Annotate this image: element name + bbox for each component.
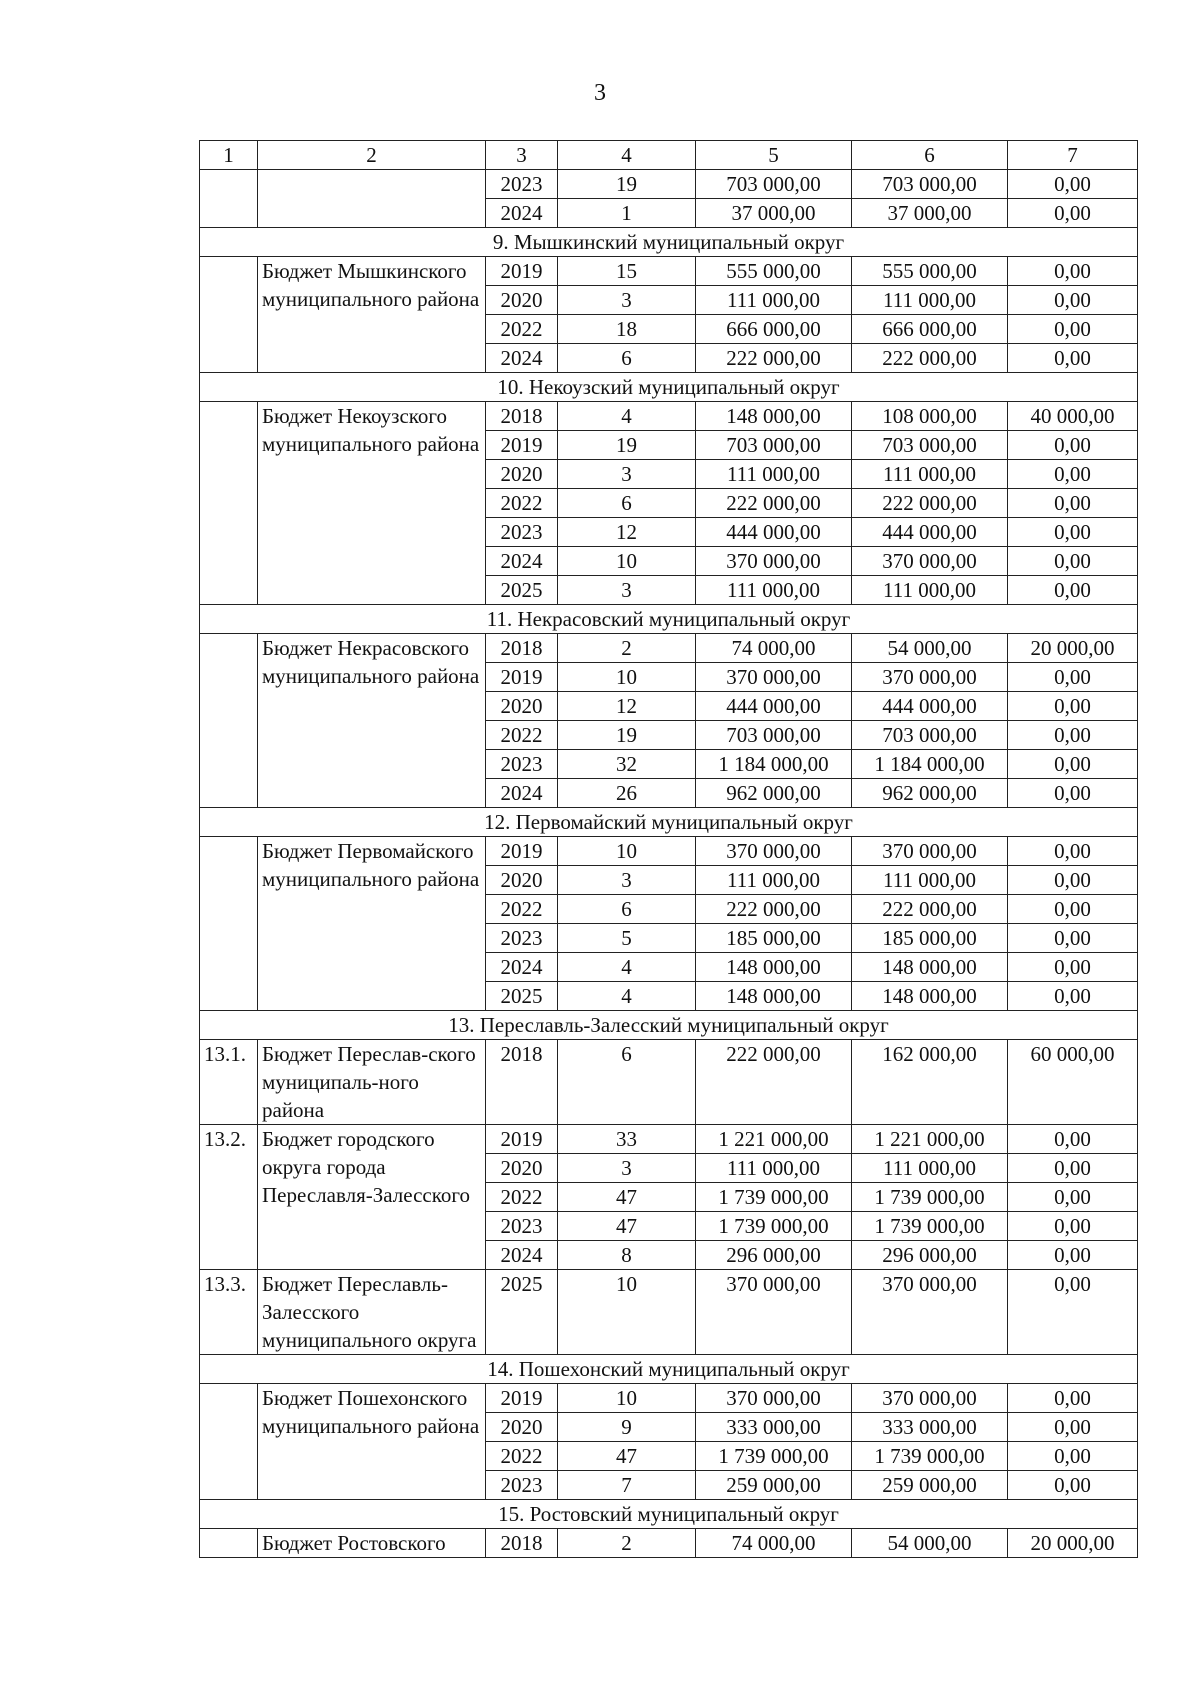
- local-amount-cell: 0,00: [1008, 924, 1138, 953]
- row-index: 13.2.: [200, 1125, 258, 1270]
- total-amount-cell: 111 000,00: [696, 1154, 852, 1183]
- regional-amount-cell: 111 000,00: [852, 460, 1008, 489]
- row-index: [200, 837, 258, 1011]
- local-amount-cell: 0,00: [1008, 431, 1138, 460]
- year-cell: 2024: [486, 779, 558, 808]
- regional-amount-cell: 162 000,00: [852, 1040, 1008, 1125]
- budget-name: Бюджет Мышкинского муниципального района: [258, 257, 486, 373]
- year-cell: 2024: [486, 344, 558, 373]
- local-amount-cell: 0,00: [1008, 1413, 1138, 1442]
- count-cell: 47: [558, 1442, 696, 1471]
- regional-amount-cell: 1 739 000,00: [852, 1183, 1008, 1212]
- count-cell: 12: [558, 692, 696, 721]
- count-cell: 6: [558, 489, 696, 518]
- total-amount-cell: 370 000,00: [696, 1384, 852, 1413]
- local-amount-cell: 0,00: [1008, 750, 1138, 779]
- year-cell: 2023: [486, 1471, 558, 1500]
- table-row: [200, 837, 1138, 866]
- table-row: [200, 1125, 1138, 1154]
- section-title: 9. Мышкинский муниципальный округ: [200, 228, 1138, 257]
- total-amount-cell: 703 000,00: [696, 721, 852, 750]
- total-amount-cell: 74 000,00: [696, 1529, 852, 1558]
- year-cell: 2024: [486, 547, 558, 576]
- budget-name: Бюджет Переславль-Залесского муниципального округа: [258, 1270, 486, 1355]
- local-amount-cell: 20 000,00: [1008, 1529, 1138, 1558]
- local-amount-cell: 0,00: [1008, 489, 1138, 518]
- regional-amount-cell: 54 000,00: [852, 1529, 1008, 1558]
- local-amount-cell: 0,00: [1008, 170, 1138, 199]
- total-amount-cell: 259 000,00: [696, 1471, 852, 1500]
- local-amount-cell: 0,00: [1008, 779, 1138, 808]
- total-amount-cell: 111 000,00: [696, 286, 852, 315]
- header-cell: 3: [486, 141, 558, 170]
- section-row: [200, 373, 1138, 402]
- table-row: [200, 1270, 1138, 1355]
- regional-amount-cell: 703 000,00: [852, 721, 1008, 750]
- regional-amount-cell: 1 739 000,00: [852, 1442, 1008, 1471]
- row-index: [200, 170, 258, 228]
- count-cell: 12: [558, 518, 696, 547]
- local-amount-cell: 0,00: [1008, 1241, 1138, 1270]
- year-cell: 2023: [486, 924, 558, 953]
- section-row: [200, 228, 1138, 257]
- local-amount-cell: 0,00: [1008, 982, 1138, 1011]
- regional-amount-cell: 148 000,00: [852, 982, 1008, 1011]
- table-row: [200, 1529, 1138, 1558]
- total-amount-cell: 148 000,00: [696, 953, 852, 982]
- regional-amount-cell: 370 000,00: [852, 837, 1008, 866]
- total-amount-cell: 370 000,00: [696, 837, 852, 866]
- regional-amount-cell: 111 000,00: [852, 866, 1008, 895]
- regional-amount-cell: 111 000,00: [852, 576, 1008, 605]
- year-cell: 2025: [486, 1270, 558, 1355]
- header-row: [200, 141, 1138, 170]
- year-cell: 2024: [486, 953, 558, 982]
- row-index: [200, 402, 258, 605]
- table-row: [200, 170, 1138, 199]
- total-amount-cell: 1 739 000,00: [696, 1442, 852, 1471]
- total-amount-cell: 370 000,00: [696, 663, 852, 692]
- count-cell: 15: [558, 257, 696, 286]
- row-index: [200, 634, 258, 808]
- total-amount-cell: 148 000,00: [696, 402, 852, 431]
- year-cell: 2023: [486, 518, 558, 547]
- local-amount-cell: 0,00: [1008, 547, 1138, 576]
- section-title: 14. Пошехонский муниципальный округ: [200, 1355, 1138, 1384]
- count-cell: 5: [558, 924, 696, 953]
- budget-name: [258, 170, 486, 228]
- regional-amount-cell: 222 000,00: [852, 344, 1008, 373]
- regional-amount-cell: 185 000,00: [852, 924, 1008, 953]
- local-amount-cell: 60 000,00: [1008, 1040, 1138, 1125]
- count-cell: 10: [558, 1384, 696, 1413]
- count-cell: 6: [558, 895, 696, 924]
- header-cell: 4: [558, 141, 696, 170]
- regional-amount-cell: 333 000,00: [852, 1413, 1008, 1442]
- total-amount-cell: 666 000,00: [696, 315, 852, 344]
- year-cell: 2024: [486, 199, 558, 228]
- total-amount-cell: 370 000,00: [696, 1270, 852, 1355]
- table-row: [200, 402, 1138, 431]
- count-cell: 10: [558, 837, 696, 866]
- total-amount-cell: 111 000,00: [696, 866, 852, 895]
- total-amount-cell: 703 000,00: [696, 170, 852, 199]
- local-amount-cell: 0,00: [1008, 1125, 1138, 1154]
- total-amount-cell: 1 739 000,00: [696, 1212, 852, 1241]
- year-cell: 2020: [486, 692, 558, 721]
- count-cell: 2: [558, 1529, 696, 1558]
- section-row: [200, 1355, 1138, 1384]
- regional-amount-cell: 222 000,00: [852, 489, 1008, 518]
- total-amount-cell: 555 000,00: [696, 257, 852, 286]
- year-cell: 2023: [486, 170, 558, 199]
- count-cell: 18: [558, 315, 696, 344]
- regional-amount-cell: 1 739 000,00: [852, 1212, 1008, 1241]
- section-row: [200, 1500, 1138, 1529]
- budget-name: Бюджет Пошехонского муниципального района: [258, 1384, 486, 1500]
- regional-amount-cell: 703 000,00: [852, 431, 1008, 460]
- year-cell: 2022: [486, 315, 558, 344]
- row-index: [200, 1529, 258, 1558]
- regional-amount-cell: 703 000,00: [852, 170, 1008, 199]
- count-cell: 3: [558, 576, 696, 605]
- total-amount-cell: 222 000,00: [696, 1040, 852, 1125]
- header-cell: 7: [1008, 141, 1138, 170]
- year-cell: 2022: [486, 489, 558, 518]
- budget-name: Бюджет Некрасовского муниципального района: [258, 634, 486, 808]
- header-cell: 5: [696, 141, 852, 170]
- count-cell: 1: [558, 199, 696, 228]
- count-cell: 19: [558, 721, 696, 750]
- count-cell: 10: [558, 547, 696, 576]
- row-index: 13.3.: [200, 1270, 258, 1355]
- header-cell: 6: [852, 141, 1008, 170]
- year-cell: 2022: [486, 1183, 558, 1212]
- year-cell: 2019: [486, 1384, 558, 1413]
- total-amount-cell: 370 000,00: [696, 547, 852, 576]
- total-amount-cell: 444 000,00: [696, 518, 852, 547]
- local-amount-cell: 0,00: [1008, 663, 1138, 692]
- regional-amount-cell: 222 000,00: [852, 895, 1008, 924]
- local-amount-cell: 40 000,00: [1008, 402, 1138, 431]
- header-cell: 2: [258, 141, 486, 170]
- year-cell: 2020: [486, 1413, 558, 1442]
- local-amount-cell: 0,00: [1008, 576, 1138, 605]
- total-amount-cell: 703 000,00: [696, 431, 852, 460]
- local-amount-cell: 0,00: [1008, 344, 1138, 373]
- local-amount-cell: 0,00: [1008, 257, 1138, 286]
- regional-amount-cell: 555 000,00: [852, 257, 1008, 286]
- local-amount-cell: 0,00: [1008, 953, 1138, 982]
- section-title: 11. Некрасовский муниципальный округ: [200, 605, 1138, 634]
- regional-amount-cell: 1 184 000,00: [852, 750, 1008, 779]
- count-cell: 9: [558, 1413, 696, 1442]
- total-amount-cell: 148 000,00: [696, 982, 852, 1011]
- year-cell: 2019: [486, 663, 558, 692]
- table-row: [200, 1384, 1138, 1413]
- year-cell: 2020: [486, 460, 558, 489]
- year-cell: 2019: [486, 837, 558, 866]
- count-cell: 7: [558, 1471, 696, 1500]
- local-amount-cell: 0,00: [1008, 460, 1138, 489]
- count-cell: 2: [558, 634, 696, 663]
- regional-amount-cell: 259 000,00: [852, 1471, 1008, 1500]
- regional-amount-cell: 37 000,00: [852, 199, 1008, 228]
- count-cell: 19: [558, 170, 696, 199]
- row-index: 13.1.: [200, 1040, 258, 1125]
- year-cell: 2019: [486, 1125, 558, 1154]
- row-index: [200, 1384, 258, 1500]
- table-row: [200, 257, 1138, 286]
- local-amount-cell: 0,00: [1008, 1270, 1138, 1355]
- count-cell: 19: [558, 431, 696, 460]
- total-amount-cell: 37 000,00: [696, 199, 852, 228]
- regional-amount-cell: 370 000,00: [852, 1270, 1008, 1355]
- year-cell: 2022: [486, 721, 558, 750]
- year-cell: 2018: [486, 402, 558, 431]
- regional-amount-cell: 666 000,00: [852, 315, 1008, 344]
- total-amount-cell: 222 000,00: [696, 344, 852, 373]
- local-amount-cell: 0,00: [1008, 721, 1138, 750]
- regional-amount-cell: 370 000,00: [852, 663, 1008, 692]
- year-cell: 2020: [486, 1154, 558, 1183]
- total-amount-cell: 185 000,00: [696, 924, 852, 953]
- total-amount-cell: 222 000,00: [696, 895, 852, 924]
- section-row: [200, 605, 1138, 634]
- local-amount-cell: 0,00: [1008, 518, 1138, 547]
- year-cell: 2023: [486, 1212, 558, 1241]
- count-cell: 3: [558, 460, 696, 489]
- local-amount-cell: 0,00: [1008, 286, 1138, 315]
- total-amount-cell: 1 739 000,00: [696, 1183, 852, 1212]
- local-amount-cell: 0,00: [1008, 837, 1138, 866]
- regional-amount-cell: 370 000,00: [852, 547, 1008, 576]
- count-cell: 3: [558, 1154, 696, 1183]
- regional-amount-cell: 111 000,00: [852, 1154, 1008, 1183]
- page-number: 3: [594, 80, 606, 106]
- count-cell: 8: [558, 1241, 696, 1270]
- count-cell: 3: [558, 866, 696, 895]
- total-amount-cell: 333 000,00: [696, 1413, 852, 1442]
- budget-name: Бюджет Некоузского муниципального района: [258, 402, 486, 605]
- total-amount-cell: 1 221 000,00: [696, 1125, 852, 1154]
- count-cell: 10: [558, 1270, 696, 1355]
- regional-amount-cell: 111 000,00: [852, 286, 1008, 315]
- regional-amount-cell: 370 000,00: [852, 1384, 1008, 1413]
- total-amount-cell: 111 000,00: [696, 576, 852, 605]
- local-amount-cell: 0,00: [1008, 1212, 1138, 1241]
- regional-amount-cell: 444 000,00: [852, 518, 1008, 547]
- row-index: [200, 257, 258, 373]
- total-amount-cell: 222 000,00: [696, 489, 852, 518]
- total-amount-cell: 962 000,00: [696, 779, 852, 808]
- local-amount-cell: 0,00: [1008, 1183, 1138, 1212]
- budget-name: Бюджет Переслав-ского муниципаль-ного района: [258, 1040, 486, 1125]
- count-cell: 47: [558, 1212, 696, 1241]
- year-cell: 2018: [486, 634, 558, 663]
- regional-amount-cell: 54 000,00: [852, 634, 1008, 663]
- budget-table: [199, 140, 1138, 1558]
- count-cell: 47: [558, 1183, 696, 1212]
- total-amount-cell: 74 000,00: [696, 634, 852, 663]
- year-cell: 2022: [486, 1442, 558, 1471]
- regional-amount-cell: 444 000,00: [852, 692, 1008, 721]
- count-cell: 3: [558, 286, 696, 315]
- year-cell: 2018: [486, 1040, 558, 1125]
- local-amount-cell: 0,00: [1008, 1471, 1138, 1500]
- year-cell: 2018: [486, 1529, 558, 1558]
- section-title: 15. Ростовский муниципальный округ: [200, 1500, 1138, 1529]
- section-title: 12. Первомайский муниципальный округ: [200, 808, 1138, 837]
- regional-amount-cell: 1 221 000,00: [852, 1125, 1008, 1154]
- local-amount-cell: 0,00: [1008, 199, 1138, 228]
- header-cell: 1: [200, 141, 258, 170]
- budget-name: Бюджет городского округа города Переславля-Залесского: [258, 1125, 486, 1270]
- count-cell: 4: [558, 402, 696, 431]
- count-cell: 4: [558, 982, 696, 1011]
- section-title: 10. Некоузский муниципальный округ: [200, 373, 1138, 402]
- year-cell: 2019: [486, 257, 558, 286]
- local-amount-cell: 0,00: [1008, 692, 1138, 721]
- regional-amount-cell: 108 000,00: [852, 402, 1008, 431]
- section-row: [200, 1011, 1138, 1040]
- local-amount-cell: 20 000,00: [1008, 634, 1138, 663]
- count-cell: 6: [558, 1040, 696, 1125]
- table-row: [200, 634, 1138, 663]
- count-cell: 26: [558, 779, 696, 808]
- total-amount-cell: 296 000,00: [696, 1241, 852, 1270]
- local-amount-cell: 0,00: [1008, 315, 1138, 344]
- year-cell: 2019: [486, 431, 558, 460]
- year-cell: 2023: [486, 750, 558, 779]
- table-row: [200, 1040, 1138, 1125]
- local-amount-cell: 0,00: [1008, 1154, 1138, 1183]
- count-cell: 6: [558, 344, 696, 373]
- year-cell: 2020: [486, 286, 558, 315]
- local-amount-cell: 0,00: [1008, 866, 1138, 895]
- local-amount-cell: 0,00: [1008, 895, 1138, 924]
- total-amount-cell: 111 000,00: [696, 460, 852, 489]
- total-amount-cell: 444 000,00: [696, 692, 852, 721]
- regional-amount-cell: 296 000,00: [852, 1241, 1008, 1270]
- year-cell: 2025: [486, 576, 558, 605]
- regional-amount-cell: 962 000,00: [852, 779, 1008, 808]
- year-cell: 2025: [486, 982, 558, 1011]
- total-amount-cell: 1 184 000,00: [696, 750, 852, 779]
- count-cell: 32: [558, 750, 696, 779]
- count-cell: 4: [558, 953, 696, 982]
- section-row: [200, 808, 1138, 837]
- budget-name: Бюджет Первомайского муниципального района: [258, 837, 486, 1011]
- local-amount-cell: 0,00: [1008, 1442, 1138, 1471]
- budget-name: Бюджет Ростовского: [258, 1529, 486, 1558]
- year-cell: 2022: [486, 895, 558, 924]
- count-cell: 33: [558, 1125, 696, 1154]
- year-cell: 2020: [486, 866, 558, 895]
- count-cell: 10: [558, 663, 696, 692]
- section-title: 13. Переславль-Залесский муниципальный округ: [200, 1011, 1138, 1040]
- year-cell: 2024: [486, 1241, 558, 1270]
- local-amount-cell: 0,00: [1008, 1384, 1138, 1413]
- regional-amount-cell: 148 000,00: [852, 953, 1008, 982]
